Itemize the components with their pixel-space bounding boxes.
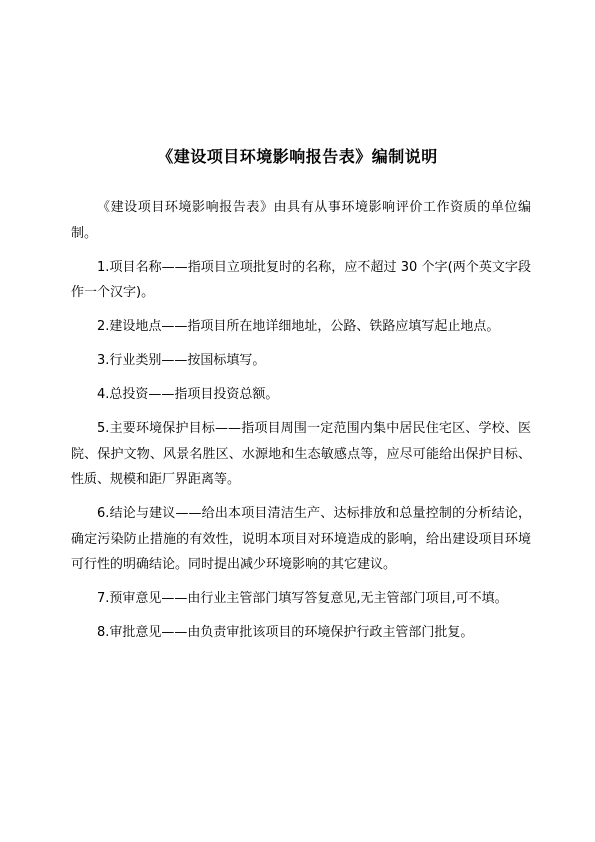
paragraph-construction-site: 2.建设地点——指项目所在地详细地址，公路、铁路应填写起止地点。 — [97, 319, 500, 334]
paragraph-project-name: 1.项目名称——指项目立项批复时的名称，应不超过 30 个字(两个英文字段作一个汉字)。 — [71, 259, 531, 300]
paragraph-conclusions: 6.结论与建议——给出本项目清洁生产、达标排放和总量控制的分析结论，确定污染防止措施的有效性，说明本项目对环境造成的影响，给出建设项目环境可行性的明确结论。同时提出减少环境影响的其它建议。 — [71, 506, 531, 572]
paragraph-industry-category: 3.行业类别——按国标填写。 — [97, 353, 266, 368]
document-title: 《建设项目环境影响报告表》编制说明 — [157, 147, 438, 166]
paragraph-protection-targets: 5.主要环境保护目标——指项目周围一定范围内集中居民住宅区、学校、医院、保护文物、风景名胜区、水源地和生态敏感点等，应尽可能给出保护目标、性质、规模和距厂界距离等。 — [71, 421, 531, 487]
document-body — [71, 195, 531, 654]
paragraph-total-investment: 4.总投资——指项目投资总额。 — [97, 387, 279, 402]
paragraph-intro: 《建设项目环境影响报告表》由具有从事环境影响评价工作资质的单位编制。 — [71, 200, 531, 241]
paragraph-approval: 8.审批意见——由负责审批该项目的环境保护行政主管部门批复。 — [97, 625, 474, 640]
paragraph-pre-review: 7.预审意见——由行业主管部门填写答复意见,无主管部门项目,可不填。 — [97, 591, 508, 606]
